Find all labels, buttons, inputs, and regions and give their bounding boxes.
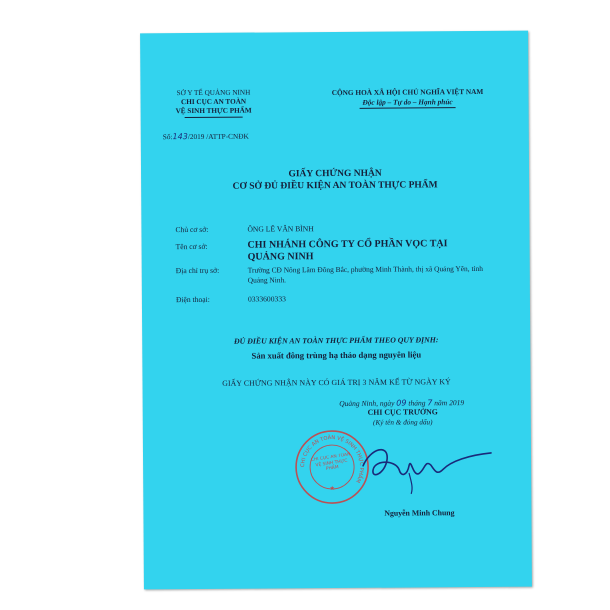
- qualification-scope: Sản xuất đông trùng hạ thảo dạng nguyên liệu: [251, 349, 422, 361]
- handwritten-signature: [341, 429, 506, 504]
- doc-number-prefix: Số:: [162, 132, 173, 142]
- issuer-line2: CHI CỤC AN TOÀN: [181, 97, 247, 107]
- name-label: Tên cơ sở:: [175, 241, 208, 252]
- issuer-underline: [185, 117, 243, 118]
- nation-underline: [360, 107, 456, 109]
- doc-number-handwritten: 143: [172, 132, 188, 142]
- nation-line2: Độc lập – Tự do – Hạnh phúc: [362, 96, 453, 107]
- date-prefix: Quảng Ninh, ngày: [339, 398, 395, 408]
- date-month-label: tháng: [408, 398, 426, 408]
- phone-value: 0333600333: [247, 294, 286, 304]
- certificate-paper: [140, 31, 532, 590]
- signatory-title: CHI CỤC TRƯỞNG: [367, 407, 438, 417]
- signatory-note: (Ký tên & đóng dấu): [373, 418, 433, 427]
- stamp-star-icon: ★: [329, 485, 335, 493]
- owner-label: Chủ cơ sở:: [175, 224, 209, 235]
- date-month-handwritten: 7: [427, 398, 433, 408]
- certificate-subtitle: CƠ SỞ ĐỦ ĐIỀU KIỆN AN TOÀN THỰC PHẨM: [232, 180, 438, 192]
- issuer-line1: SỞ Y TẾ QUẢNG NINH: [176, 88, 251, 98]
- stamp-ring-text: CHI CỤC AN TOÀN VỆ SINH THỰC PHẨM: [300, 434, 365, 484]
- qualification-title: ĐỦ ĐIỀU KIỆN AN TOÀN THỰC PHẨM THEO QUY ĐỊNH:: [233, 335, 439, 346]
- address-label: Địa chỉ trụ sở:: [175, 265, 220, 276]
- name-value: CHI NHÁNH CÔNG TY CỔ PHẦN VỌC TẠI QUẢNG NINH: [247, 238, 448, 263]
- date-year: năm 2019: [434, 398, 465, 408]
- signatory-name: Nguyễn Minh Chung: [384, 508, 455, 518]
- stamp-center-text: CHI CỤC AN TOÀN VỆ SINH THỰC PHẨM: [310, 452, 351, 473]
- doc-number-suffix: /2019 /ATTP-CNĐK: [187, 131, 249, 142]
- issuer-header: [154, 88, 272, 118]
- date-day-handwritten: 09: [396, 398, 407, 408]
- phone-label: Điện thoại:: [175, 294, 210, 305]
- nation-header: [292, 87, 522, 110]
- validity-statement: GIẤY CHỨNG NHẬN NÀY CÓ GIÁ TRỊ 3 NĂM KỂ TỪ NGÀY KÝ: [222, 377, 451, 388]
- document-number: [163, 132, 249, 142]
- issuer-line3: VỆ SINH THỰC PHẨM: [175, 106, 252, 116]
- certificate-title: GIẤY CHỨNG NHẬN: [288, 168, 382, 180]
- nation-line1: CỘNG HOÀ XÃ HỘI CHỦ NGHĨA VIỆT NAM: [331, 86, 484, 98]
- owner-value: ÔNG LÊ VĂN BÌNH: [247, 224, 314, 234]
- address-value: Trường CĐ Nông Lâm Đông Bắc, phường Minh Thành, thị xã Quảng Yên, tỉnh Quảng Ninh.: [247, 263, 483, 285]
